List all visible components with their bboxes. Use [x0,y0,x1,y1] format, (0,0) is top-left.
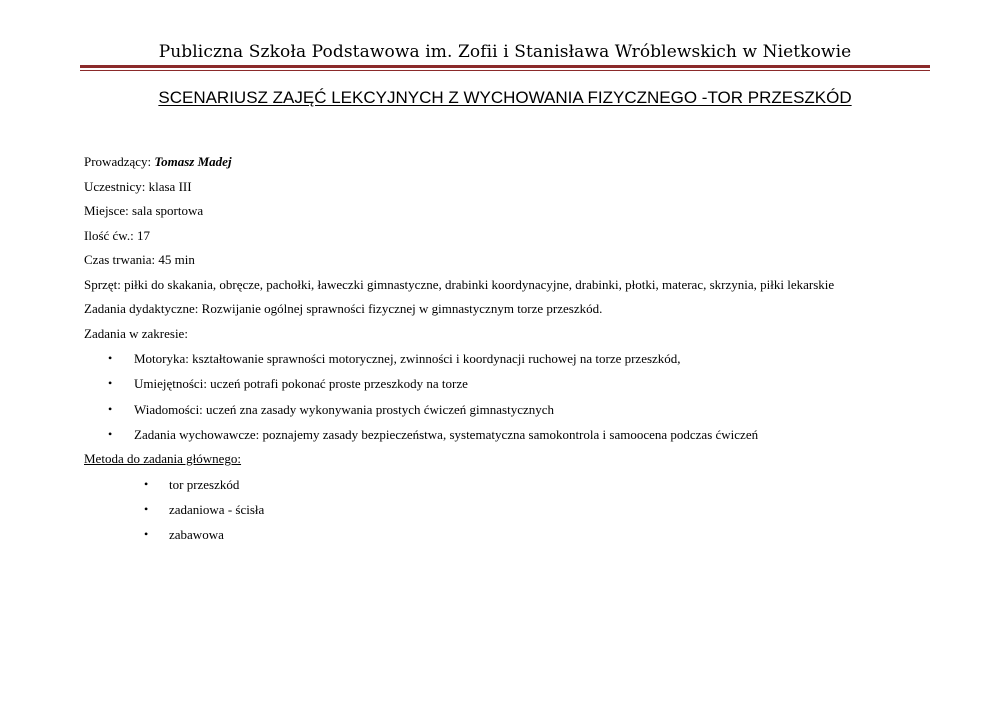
metoda-label: Metoda do zadania głównego: [84,451,242,467]
info-prowadzacy [84,150,934,175]
info-ilosc: Ilość ćw.: 17 [84,227,150,243]
list-item: • zadaniowa - ścisła [84,497,934,522]
page-header [80,42,930,62]
bullet-icon: • [144,501,149,516]
bullet-icon: • [108,401,113,416]
zakres-list [84,346,934,447]
bullet-icon: • [144,527,149,542]
metoda-list [84,472,934,548]
info-zadania-w-zakresie: Zadania w zakresie: [84,325,188,341]
list-item: • tor przeszkód [84,472,934,497]
info-zadania-dydaktyczne: Zadania dydaktyczne: Rozwijanie ogólnej sprawności fizycznej w gimnastycznym torze przeszkód. [84,301,603,316]
list-item: • zabawowa [84,522,934,547]
info-czas: Czas trwania: 45 min [84,252,195,267]
list-item: • Motoryka: kształtowanie sprawności motorycznej, zwinności i koordynacji ruchowej na torze przeszkód, [84,346,934,371]
header-rule-thick [80,65,930,68]
prowadzacy-label: Prowadzący: [84,154,155,169]
bullet-icon: • [108,376,113,391]
bullet-icon: • [144,476,149,491]
header-rule-thin [80,70,930,71]
info-sprzet: Sprzęt: piłki do skakania, obręcze, pachołki, ławeczki gimnastyczne, drabinki koordynacyjne, drabinki, płotki, materac, skrzynia, piłki lekarskie [84,276,835,292]
info-uczestnicy: Uczestnicy: klasa III [84,178,192,194]
list-item: • Umiejętności: uczeń potrafi pokonać proste przeszkody na torze [84,371,934,396]
prowadzacy-value: Tomasz Madej [154,154,232,169]
list-item: • Wiadomości: uczeń zna zasady wykonywania prostych ćwiczeń gimnastycznych [84,397,934,422]
document-body [84,150,934,548]
info-miejsce: Miejsce: sala sportowa [84,203,204,218]
bullet-icon: • [108,426,113,441]
document-title: SCENARIUSZ ZAJĘĆ LEKCYJNYCH Z WYCHOWANIA FIZYCZNEGO -TOR PRZESZKÓD [158,88,852,107]
school-name: Publiczna Szkoła Podstawowa im. Zofii i Stanisława Wróblewskich w Nietkowie [158,42,852,62]
list-item: • Zadania wychowawcze: poznajemy zasady bezpieczeństwa, systematyczna samokontrola i samoocena podczas ćwiczeń [84,422,934,447]
bullet-icon: • [108,351,113,365]
